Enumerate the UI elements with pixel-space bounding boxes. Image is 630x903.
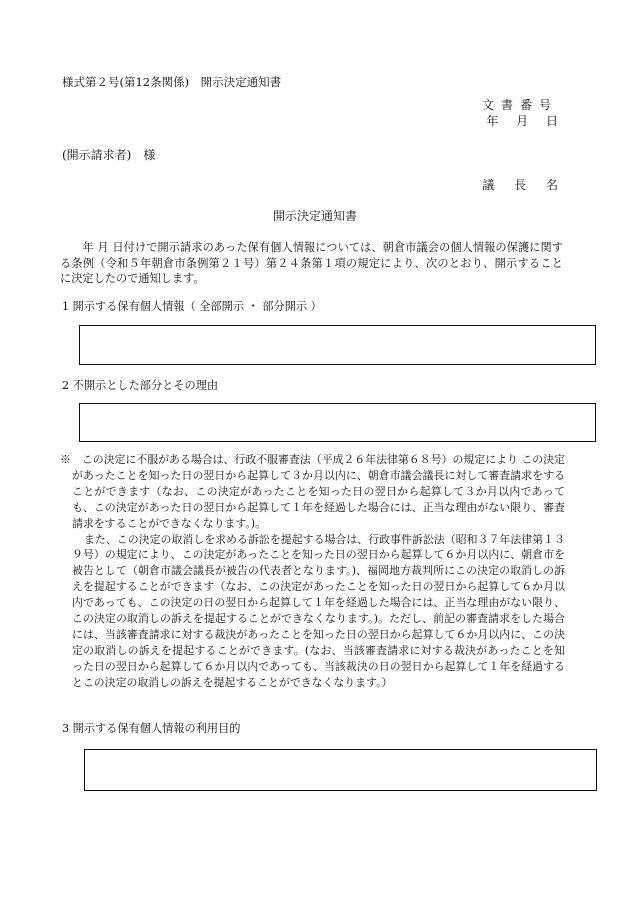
document-date: 年 月 日 <box>486 114 558 128</box>
section-3-label: 3 開示する保有個人情報の利用目的 <box>62 722 241 735</box>
requester-name: (開示請求者) 様 <box>62 148 156 162</box>
appeal-note-para-2: また、この決定の取消しを求める訴訟を提起する場合は、行政事件訴訟法（昭和３７年法律第１３９号）の規定により、この決定があったことを知った日の翌日から起算して６か月以内に、朝倉市を被告として（朝倉市議会議長が被告の代表者となります。)、福岡地方裁判所にこの決定の取消しの訴えを提起することができます（なお、この決定があったことを知った日の翌日から起算して６か月以内であっても、この決定の日の翌日から起算して１年を経過した場合には、正当な理由がない限り、この決定の取消しの訴えを提起することができなくなります。)。ただし、前記の審査請求をした場合には、当該審査請求に対する裁決があったことを知った日の翌日から起算して６か月以内に、この決定の取消しの訴えを提起することができます。(なお、当該審査請求に対する裁決があったことを知った日の翌日から起算して６か月以内であっても、当該裁決の日の翌日から起算して１年を経過するとこの決定の取消しの訴えを提起することができなくなります。） <box>72 532 565 689</box>
body-paragraph: 年 月 日付けで開示請求のあった保有個人情報については、朝倉市議会の個人情報の保護に関する条例（令和５年朝倉市条例第２１号）第２４条第１項の規定により、次のとおり、開示することに決定したので通知します。 <box>60 241 563 285</box>
section-3-box <box>84 749 597 791</box>
form-label: 様式第２号(第12条関係) 開示決定通知書 <box>62 75 282 89</box>
document-title: 開示決定通知書 <box>272 209 357 223</box>
appeal-note-para-1: ※ この決定に不服がある場合は、行政不服審査法（平成２６年法律第６８号）の規定により この決定があったことを知った日の翌日から起算して３か月以内に、朝倉市議会議長に対して審査請求をすることができます（なお、この決定があったことを知った日の翌日から起算して３か月以内であっても、この決定があった日の翌日から起算して１年を経過した場合には、正当な理由がない限り、審査請求をすることができなくなります。)。 <box>60 453 565 530</box>
section-2-box <box>79 403 596 442</box>
appeal-note <box>60 452 565 691</box>
section-1-box <box>79 325 596 365</box>
chair-name: 議 長 名 <box>482 178 558 192</box>
document-number: 文書番号 <box>481 98 558 112</box>
section-1-label: 1 開示する保有個人情報（ 全部開示 ・ 部分開示 ） <box>62 300 322 313</box>
section-2-label: 2 不開示とした部分とその理由 <box>62 379 219 392</box>
